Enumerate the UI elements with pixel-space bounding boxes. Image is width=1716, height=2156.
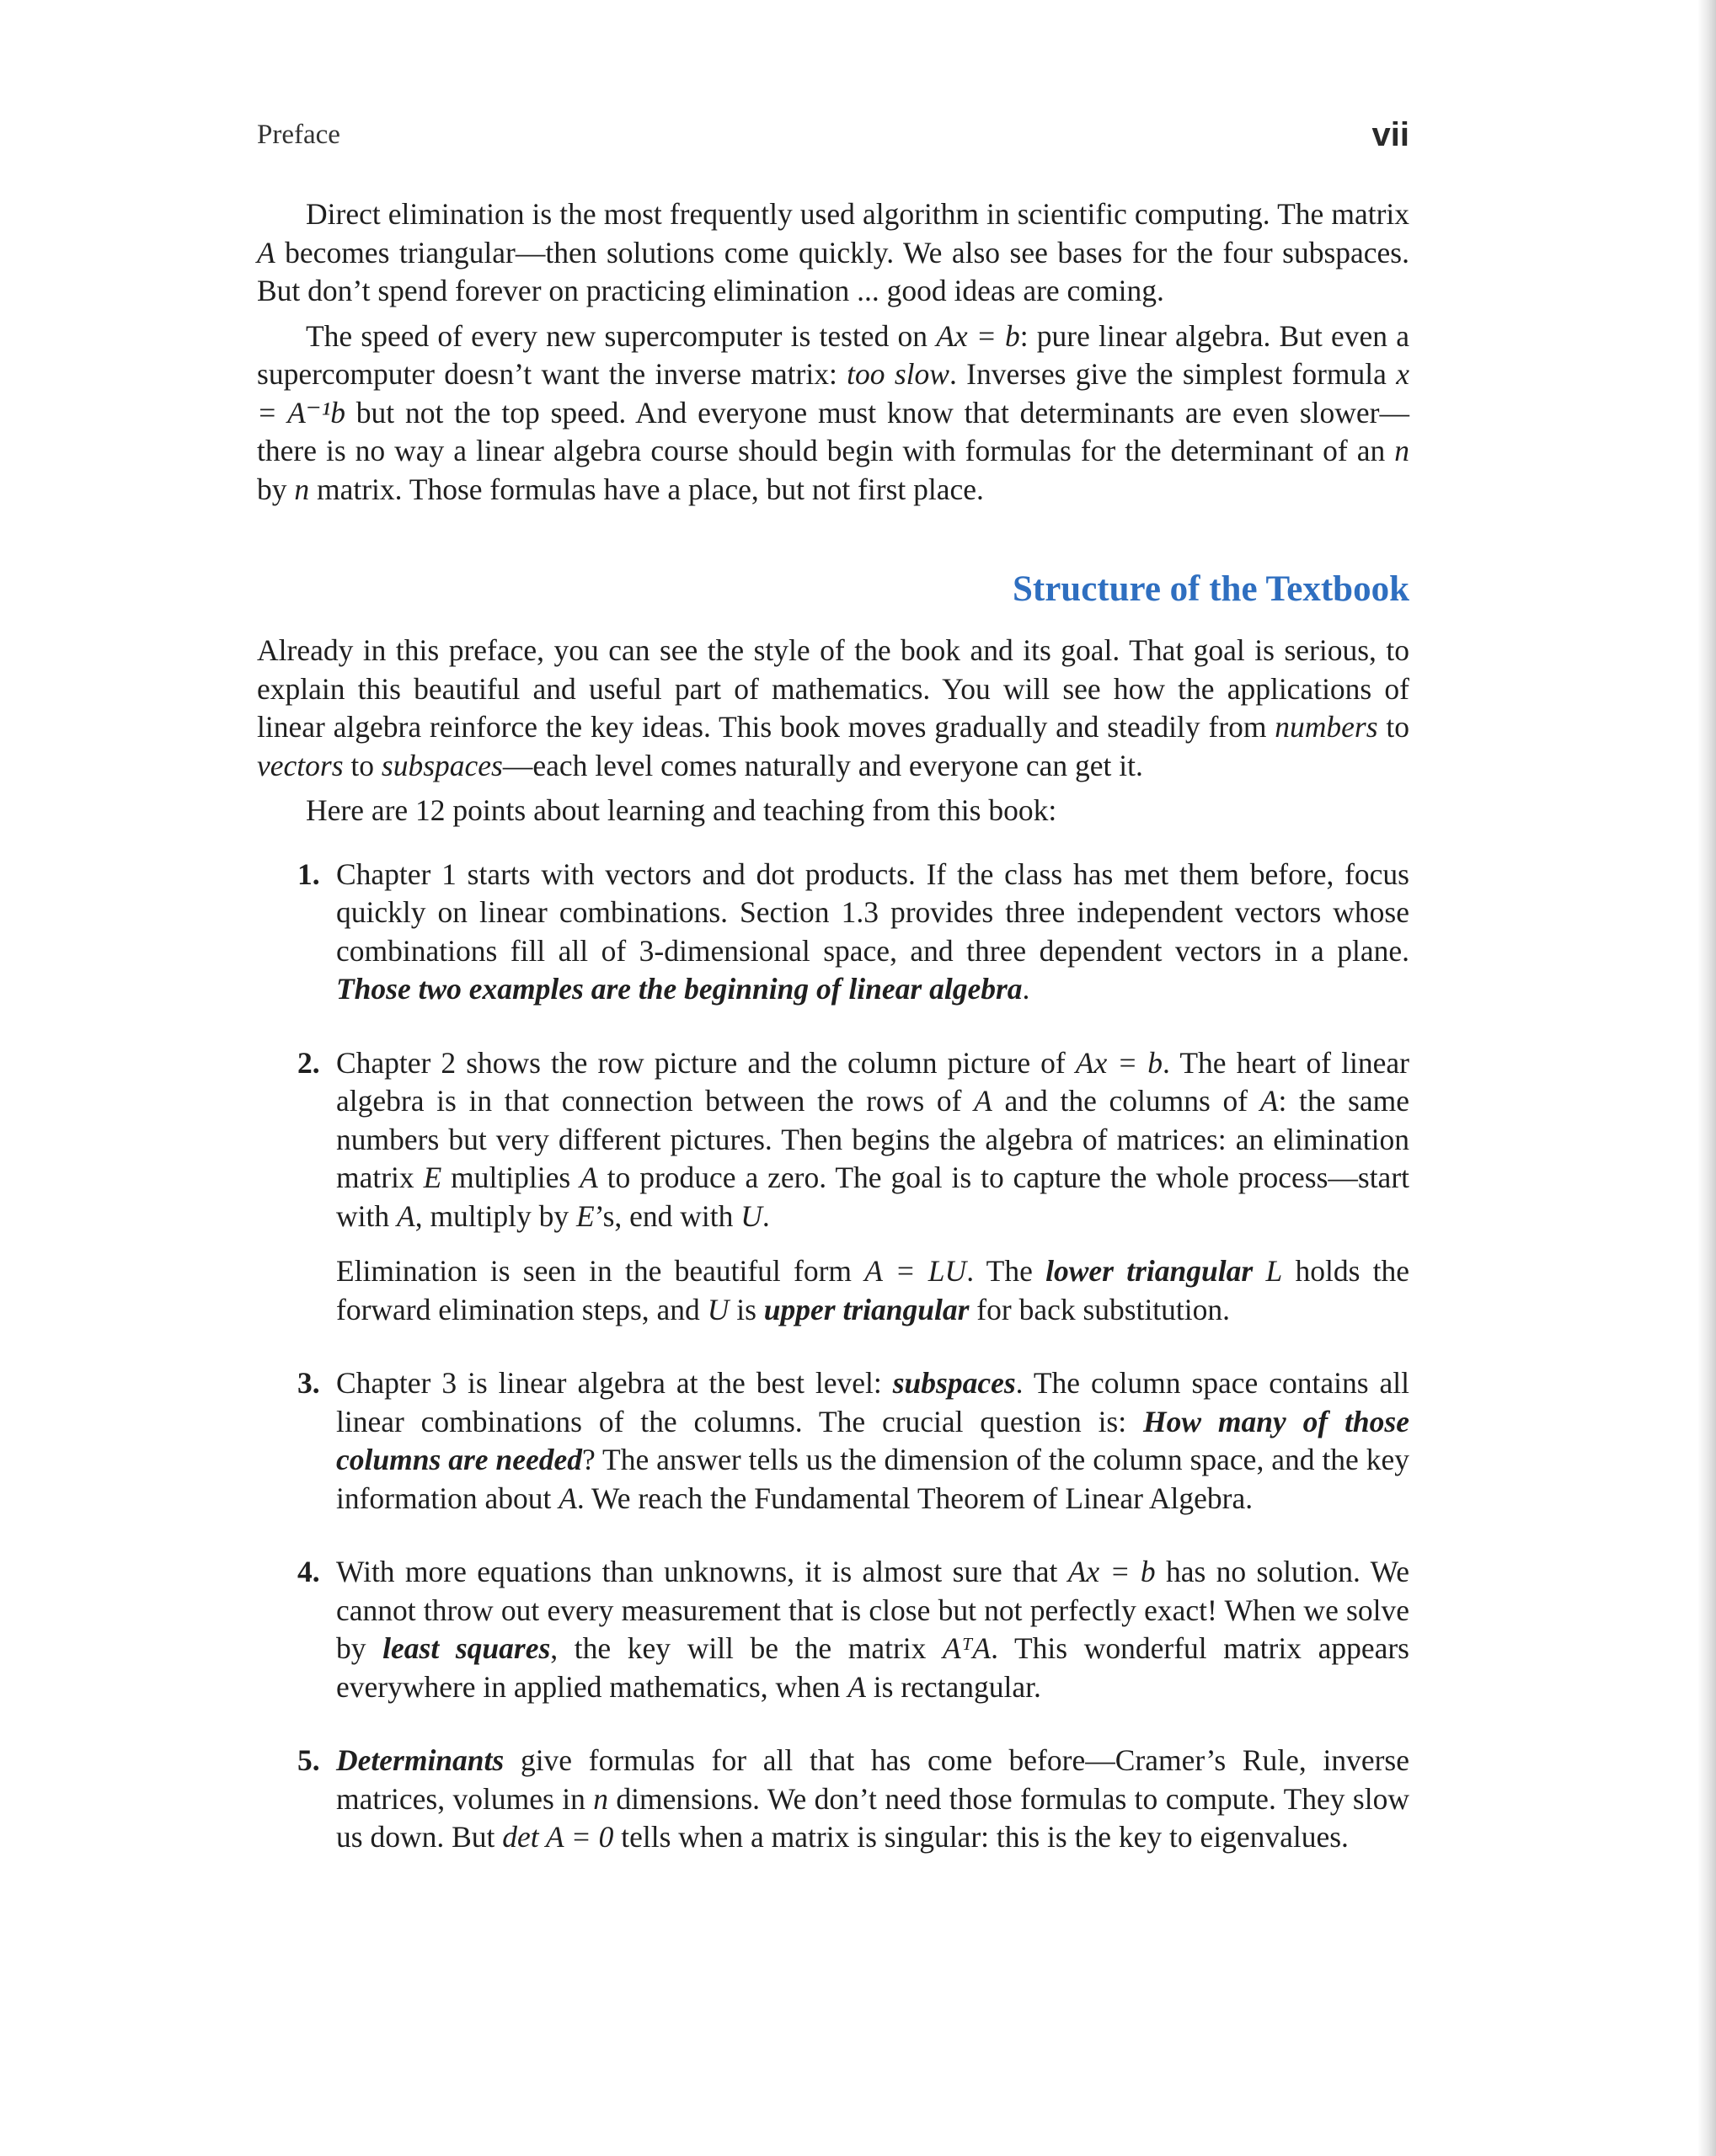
section-title: Structure of the Textbook (1012, 569, 1409, 609)
list-item-text: Elimination is seen in the beautiful form A = LU. The lower triangular L holds the forward elimination steps, and U is upper triangular for back substitution. (336, 1254, 1409, 1326)
page-body (257, 195, 1409, 1892)
list-item-number: 1. (297, 857, 320, 891)
list-item (257, 1742, 1409, 1857)
list-item-text: Chapter 3 is linear algebra at the best level: subspaces. The column space contains all linear combinations of the columns. The crucial question is: How many of those columns are needed? The answer tells us the dimension of the column space, and the key information about A. We reach the Fundamental Theorem of Linear Algebra. (336, 1366, 1410, 1515)
intro-paragraph: Direct elimination is the most frequently used algorithm in scientific computing. The matrix A becomes triangular—then solutions come quickly. We also see bases for the four subspaces. But don’t spend forever on practicing elimination ... good ideas are coming. (257, 197, 1409, 307)
list-item-text: With more equations than unknowns, it is almost sure that Ax = b has no solution. We cannot throw out every measurement that is close but not perfectly exact! When we solve by least squares, the key will be the matrix AᵀA. This wonderful matrix appears everywhere in applied mathematics, when A is rectangular. (336, 1555, 1409, 1704)
intro-paragraph: The speed of every new supercomputer is tested on Ax = b: pure linear algebra. But even a supercomputer doesn’t want the inverse matrix: too slow. Inverses give the simplest formula x = A⁻¹b but not the top speed. And everyone must know that determinants are even slower—there is no way a linear algebra course should begin with formulas for the determinant of an n by n matrix. Those formulas have a place, but not first place. (257, 318, 1409, 506)
points-list (257, 856, 1409, 1857)
list-item-number: 2. (297, 1045, 320, 1080)
list-item-number: 5. (297, 1743, 320, 1777)
list-item (257, 856, 1409, 1009)
list-item (257, 1044, 1409, 1330)
section-paragraph: Already in this preface, you can see the style of the book and its goal. That goal is serious, to explain this beautiful and useful part of mathematics. You will see how the applications of linear algebra reinforce the key ideas. This book moves gradually and steadily from numbers to vectors to subspaces—each level comes naturally and everyone can get it. (257, 633, 1409, 782)
list-item (257, 1553, 1409, 1706)
list-item-number: 4. (297, 1555, 320, 1588)
list-item-text: Chapter 1 starts with vectors and dot products. If the class has met them before, focus quickly on linear combinations. Section 1.3 provides three independent vectors whose combinations fill all of 3-dimensional space, and three dependent vectors in a plane. Those two examples are the beginning of linear algebra. (336, 857, 1409, 1006)
running-head (257, 116, 1409, 167)
running-head-title: Preface (257, 120, 340, 150)
list-item-text: Chapter 2 shows the row picture and the column picture of Ax = b. The heart of linear algebra is in that connection between the rows of A and the columns of A: the same numbers but very different pictures. Then begins the algebra of matrices: an elimination matrix E multiplies A to produce a zero. The goal is to capture the whole process—start with A, multiply by E’s, end with U. (336, 1045, 1409, 1233)
section-paragraph: Here are 12 points about learning and teaching from this book: (306, 793, 1057, 827)
list-item-number: 3. (297, 1366, 320, 1400)
list-item (257, 1364, 1409, 1518)
page-number: vii (1371, 116, 1409, 153)
list-item-text: Determinants give formulas for all that has come before—Cramer’s Rule, inverse matrices, volumes in n dimensions. We don’t need those formulas to compute. They slow us down. But det A = 0 tells when a matrix is singular: this is the key to eigenvalues. (336, 1743, 1409, 1854)
page-edge-shadow (1697, 0, 1716, 2156)
